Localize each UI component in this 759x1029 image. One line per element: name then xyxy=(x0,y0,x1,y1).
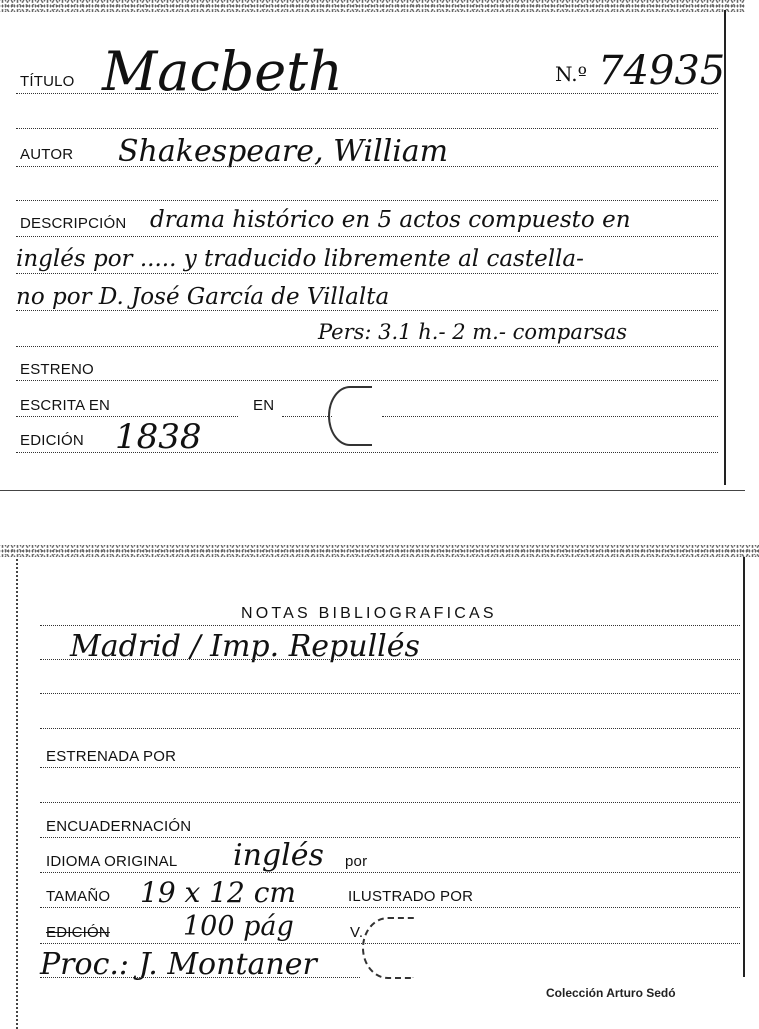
ilustrado-por-label: ILUSTRADO POR xyxy=(348,888,474,905)
procedencia-value: Proc.: J. Montaner xyxy=(40,947,317,982)
encuadernacion-label: ENCUADERNACIÓN xyxy=(46,818,192,835)
notas-rule-1 xyxy=(40,625,740,626)
edicion-label: EDICIÓN xyxy=(20,432,84,449)
card-top-bottom-edge xyxy=(0,490,745,491)
card-bottom-right-border xyxy=(743,557,745,977)
titulo-value: Macbeth xyxy=(102,40,343,103)
descripcion-rule-2 xyxy=(16,273,718,274)
catalog-card-top xyxy=(0,0,745,492)
card-bottom-left-border xyxy=(16,559,18,1029)
collection-credit: Colección Arturo Sedó xyxy=(546,986,676,1000)
notas-rule-4 xyxy=(40,728,740,729)
blank-rule-2 xyxy=(16,200,718,201)
edicion-pages-value: 100 pág xyxy=(183,911,294,942)
autor-rule xyxy=(16,166,718,167)
estreno-label: ESTRENO xyxy=(20,361,94,378)
card-bottom-speckled-edge xyxy=(0,545,759,557)
number-value: 74935 xyxy=(598,48,726,94)
notas-heading: NOTAS BIBLIOGRAFICAS xyxy=(241,605,497,622)
edicion-rule xyxy=(16,452,718,453)
edicion-label-struck: EDICIÓN xyxy=(46,924,110,941)
encuadernacion-rule xyxy=(40,837,740,838)
v-label: V. xyxy=(350,924,364,941)
catalog-card-bottom xyxy=(0,545,759,1028)
descripcion-line-1: drama histórico en 5 actos compuesto en xyxy=(150,207,631,233)
en-rule-right xyxy=(382,416,718,417)
por-label: por xyxy=(345,853,368,870)
idioma-original-label: IDIOMA ORIGINAL xyxy=(46,853,178,870)
notas-rule-2 xyxy=(40,659,740,660)
tamano-rule xyxy=(40,907,740,908)
en-rule-left xyxy=(282,416,332,417)
card-top-speckled-edge xyxy=(0,0,745,12)
edicion-value: 1838 xyxy=(115,417,202,457)
edicion-bottom-rule xyxy=(40,943,740,944)
tamano-label: TAMAÑO xyxy=(46,888,111,905)
tamano-value: 19 x 12 cm xyxy=(140,876,296,909)
titulo-label: TÍTULO xyxy=(20,73,75,90)
bracket-mark xyxy=(328,386,372,446)
en-label: EN xyxy=(253,397,275,414)
autor-value: Shakespeare, William xyxy=(118,134,449,169)
descripcion-label: DESCRIPCIÓN xyxy=(20,215,127,232)
descripcion-rule-3 xyxy=(16,310,718,311)
titulo-rule xyxy=(16,93,718,94)
descripcion-line-4: Pers: 3.1 h.- 2 m.- comparsas xyxy=(318,320,628,344)
bracket-mark-bottom xyxy=(362,917,414,979)
idioma-rule xyxy=(40,872,740,873)
notas-value: Madrid / Imp. Repullés xyxy=(70,629,420,664)
descripcion-rule-4 xyxy=(16,346,718,347)
estrenada-por-label: ESTRENADA POR xyxy=(46,748,177,765)
procedencia-rule xyxy=(40,977,360,978)
number-prefix: N.º xyxy=(555,62,587,86)
escrita-en-label: ESCRITA EN xyxy=(20,397,111,414)
autor-label: AUTOR xyxy=(20,146,74,163)
descripcion-rule-1 xyxy=(16,236,718,237)
descripcion-line-3: no por D. José García de Villalta xyxy=(16,284,390,310)
estreno-rule xyxy=(16,380,718,381)
idioma-original-value: inglés xyxy=(233,838,324,873)
blank-rule-3 xyxy=(40,802,740,803)
notas-rule-3 xyxy=(40,693,740,694)
descripcion-line-2: inglés por ..... y traducido libremente al castella- xyxy=(16,246,584,272)
blank-rule-1 xyxy=(16,128,718,129)
estrenada-por-rule xyxy=(40,767,740,768)
